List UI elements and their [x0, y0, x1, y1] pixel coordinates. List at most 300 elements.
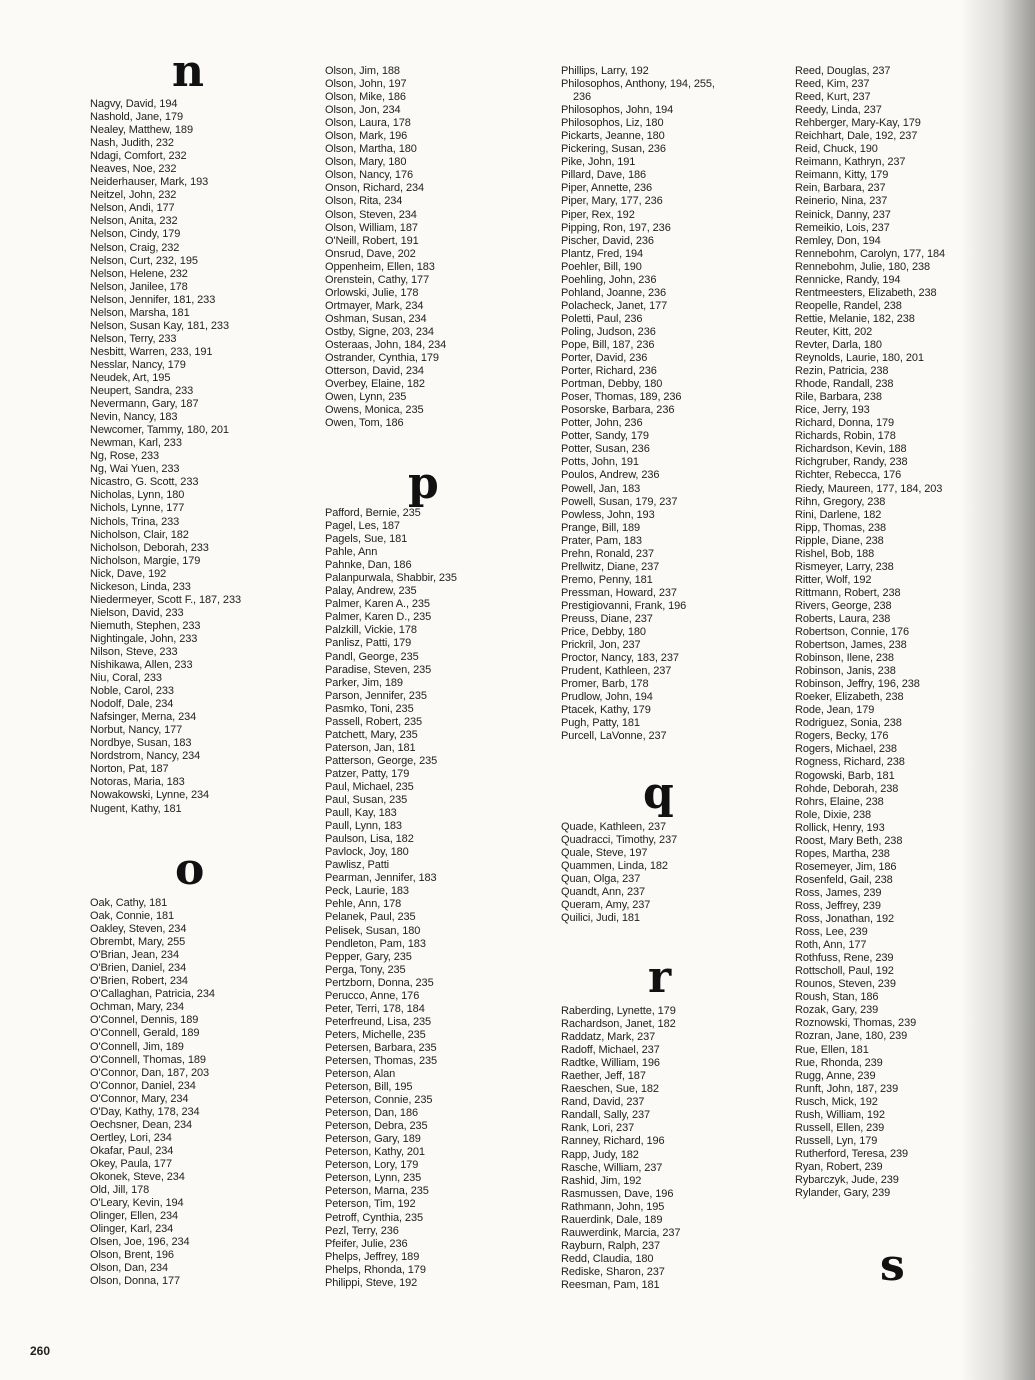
index-entry: Rothfuss, Rene, 239 [795, 952, 894, 965]
index-entry: Peterson, Debra, 235 [325, 1120, 428, 1133]
index-entry: Pipping, Ron, 197, 236 [561, 221, 671, 234]
index-entry: Prudent, Kathleen, 237 [561, 665, 672, 678]
index-entry: Pike, John, 191 [561, 156, 636, 169]
index-entry: Nelson, Marsha, 181 [90, 306, 190, 319]
index-entry: Rentmeesters, Elizabeth, 238 [795, 286, 937, 299]
index-entry: Norbut, Nancy, 177 [90, 724, 183, 737]
index-entry: Owen, Tom, 186 [325, 417, 404, 430]
index-entry: Richter, Rebecca, 176 [795, 469, 902, 482]
index-entry: Olsen, Joe, 196, 234 [90, 1236, 190, 1249]
index-entry: Rogers, Michael, 238 [795, 743, 897, 756]
index-entry: Nelson, Curt, 232, 195 [90, 254, 198, 267]
index-entry: Onson, Richard, 234 [325, 182, 424, 195]
index-entry: Pavlock, Joy, 180 [325, 846, 409, 859]
index-entry: Portman, Debby, 180 [561, 378, 663, 391]
index-list-r-continued [795, 65, 945, 1200]
index-entry: Nielson, David, 233 [90, 606, 184, 619]
index-entry: Newcomer, Tammy, 180, 201 [90, 424, 229, 437]
index-entry: Rein, Barbara, 237 [795, 182, 886, 195]
index-entry: O'Connor, Daniel, 234 [90, 1079, 196, 1092]
index-entry: Nelson, Andi, 177 [90, 202, 175, 215]
index-entry: Powell, Susan, 179, 237 [561, 495, 678, 508]
index-entry: Orenstein, Cathy, 177 [325, 273, 430, 286]
section-letter-r: r [648, 952, 672, 1003]
index-entry: Ripp, Thomas, 238 [795, 521, 887, 534]
index-entry: Phillips, Larry, 192 [561, 65, 649, 77]
index-entry: Pahle, Ann [325, 546, 378, 559]
index-entry: Prange, Bill, 189 [561, 521, 641, 534]
index-entry: Piper, Rex, 192 [561, 208, 635, 221]
index-entry: Noble, Carol, 233 [90, 685, 174, 698]
index-entry: Purcell, LaVonne, 237 [561, 730, 667, 743]
index-entry: Pagels, Sue, 181 [325, 533, 408, 546]
index-entry: Reinerio, Nina, 237 [795, 195, 888, 208]
index-entry: Nafsinger, Merna, 234 [90, 711, 197, 724]
index-entry: Rand, David, 237 [561, 1096, 645, 1109]
index-entry: O'Leary, Kevin, 194 [90, 1197, 184, 1210]
index-entry: O'Neill, Robert, 191 [325, 234, 419, 247]
index-entry: Rathmann, John, 195 [561, 1200, 665, 1213]
index-entry: Quale, Steve, 197 [561, 847, 648, 860]
index-entry: Riedy, Maureen, 177, 184, 203 [795, 482, 943, 495]
index-entry: Paull, Kay, 183 [325, 807, 397, 820]
index-entry: Pertzborn, Donna, 235 [325, 976, 434, 989]
index-entry: Rhode, Randall, 238 [795, 378, 894, 391]
index-entry: Queram, Amy, 237 [561, 899, 651, 912]
index-entry: Phelps, Rhonda, 179 [325, 1263, 426, 1276]
index-entry: Raddatz, Mark, 237 [561, 1031, 656, 1044]
index-entry: Radoff, Michael, 237 [561, 1044, 660, 1057]
index-entry: Nicholson, Margie, 179 [90, 554, 201, 567]
index-entry: Porter, David, 236 [561, 352, 648, 365]
index-entry: Reimann, Kathryn, 237 [795, 156, 906, 169]
index-entry: O'Callaghan, Patricia, 234 [90, 988, 215, 1001]
index-entry: Palay, Andrew, 235 [325, 585, 417, 598]
index-entry: Nicholas, Lynn, 180 [90, 489, 185, 502]
index-entry: Nelson, Anita, 232 [90, 215, 178, 228]
index-entry: Neupert, Sandra, 233 [90, 385, 194, 398]
index-entry: Prestigiovanni, Frank, 196 [561, 599, 687, 612]
index-entry: Nilson, Steve, 233 [90, 645, 178, 658]
index-entry: Patchett, Mary, 235 [325, 728, 418, 741]
index-entry: Ochman, Mary, 234 [90, 1001, 185, 1014]
index-entry: Raether, Jeff, 187 [561, 1070, 646, 1083]
index-entry: Pfeifer, Julie, 236 [325, 1237, 408, 1250]
index-entry: Rismeyer, Larry, 238 [795, 560, 894, 573]
index-entry: Piper, Annette, 236 [561, 182, 653, 195]
index-entry: Reichhart, Dale, 192, 237 [795, 130, 918, 143]
index-entry: Paul, Susan, 235 [325, 794, 408, 807]
index-entry: Rehberger, Mary-Kay, 179 [795, 117, 921, 130]
index-entry: 236 [573, 91, 592, 104]
index-entry: O'Connor, Mary, 234 [90, 1092, 189, 1105]
index-entry: Oak, Cathy, 181 [90, 897, 168, 909]
index-entry: Raeschen, Sue, 182 [561, 1083, 659, 1096]
index-entry: Ross, James, 239 [795, 886, 882, 899]
index-entry: Peterson, Connie, 235 [325, 1094, 433, 1107]
index-entry: Rittmann, Robert, 238 [795, 586, 901, 599]
index-entry: Neiderhauser, Mark, 193 [90, 176, 209, 189]
index-entry: Palmer, Karen D., 235 [325, 611, 432, 624]
index-entry: O'Brian, Jean, 234 [90, 949, 179, 962]
index-entry: Rush, William, 192 [795, 1108, 885, 1121]
index-entry: Rediske, Sharon, 237 [561, 1265, 665, 1278]
index-entry: Nugent, Kathy, 181 [90, 802, 182, 815]
index-entry: Role, Dixie, 238 [795, 808, 872, 821]
index-entry: Proctor, Nancy, 183, 237 [561, 652, 679, 665]
index-entry: Okafar, Paul, 234 [90, 1144, 174, 1157]
index-entry: Rozran, Jane, 180, 239 [795, 1030, 908, 1043]
index-entry: Nickeson, Linda, 233 [90, 580, 191, 593]
index-entry: Rasmussen, Dave, 196 [561, 1187, 674, 1200]
index-entry: Peterson, Marna, 235 [325, 1185, 429, 1198]
index-entry: Palanpurwala, Shabbir, 235 [325, 572, 457, 585]
index-entry: Olson, John, 197 [325, 78, 407, 91]
index-entry: Olson, Jim, 188 [325, 65, 400, 77]
index-entry: Reinick, Danny, 237 [795, 208, 891, 221]
section-letter-s: s [880, 1240, 905, 1291]
index-entry: Pearman, Jennifer, 183 [325, 872, 437, 885]
index-entry: Rohrs, Elaine, 238 [795, 795, 884, 808]
index-entry: Olson, Jon, 234 [325, 104, 401, 117]
index-entry: Porter, Richard, 236 [561, 365, 657, 378]
index-entry: Robinson, Jeffry, 196, 238 [795, 678, 920, 691]
index-entry: Pafford, Bernie, 235 [325, 507, 421, 519]
index-entry: Petroff, Cynthia, 235 [325, 1211, 423, 1224]
index-entry: Poehling, John, 236 [561, 273, 657, 286]
index-entry: Rylander, Gary, 239 [795, 1187, 891, 1200]
index-entry: Prehn, Ronald, 237 [561, 547, 654, 560]
index-entry: Poletti, Paul, 236 [561, 312, 643, 325]
index-entry: Olson, Mary, 180 [325, 156, 407, 169]
index-entry: Reimann, Kitty, 179 [795, 169, 889, 182]
index-entry: Perucco, Anne, 176 [325, 989, 420, 1002]
index-entry: Rennebohm, Julie, 180, 238 [795, 260, 930, 273]
index-entry: Rini, Darlene, 182 [795, 508, 882, 521]
index-entry: Oakley, Steven, 234 [90, 923, 187, 936]
index-entry: Roth, Ann, 177 [795, 939, 867, 952]
index-entry: Richards, Robin, 178 [795, 430, 896, 443]
index-entry: Nelson, Cindy, 179 [90, 228, 181, 241]
index-entry: Palmer, Karen A., 235 [325, 598, 430, 611]
index-entry: Polacheck, Janet, 177 [561, 299, 668, 312]
index-entry: Peterson, Lynn, 235 [325, 1172, 422, 1185]
index-entry: Philosophos, John, 194 [561, 104, 674, 117]
index-entry: Quilici, Judi, 181 [561, 912, 640, 925]
index-entry: Olinger, Karl, 234 [90, 1223, 174, 1236]
index-entry: Nelson, Helene, 232 [90, 267, 188, 280]
index-entry: Neitzel, John, 232 [90, 189, 177, 202]
index-entry: Nashold, Jane, 179 [90, 111, 183, 124]
index-entry: Rachardson, Janet, 182 [561, 1018, 676, 1031]
index-entry: Remeikio, Lois, 237 [795, 221, 890, 234]
index-entry: Prellwitz, Diane, 237 [561, 560, 660, 573]
index-entry: Nichols, Trina, 233 [90, 515, 180, 528]
index-entry: Rugg, Anne, 239 [795, 1069, 876, 1082]
index-entry: Prickril, Jon, 237 [561, 639, 641, 652]
index-entry: Rapp, Judy, 182 [561, 1148, 639, 1161]
index-entry: Olson, Mike, 186 [325, 91, 406, 104]
index-entry: Obrembt, Mary, 255 [90, 936, 186, 949]
index-entry: Russell, Ellen, 239 [795, 1121, 885, 1134]
index-entry: Philippi, Steve, 192 [325, 1276, 418, 1289]
index-entry: Pagel, Les, 187 [325, 520, 400, 533]
index-entry: Niedermeyer, Scott F., 187, 233 [90, 593, 241, 606]
index-entry: Rogness, Richard, 238 [795, 756, 905, 769]
page-number: 260 [30, 1344, 51, 1358]
index-entry: Potter, Sandy, 179 [561, 430, 649, 443]
index-entry: Rezin, Patricia, 238 [795, 365, 889, 378]
index-entry: Ng, Rose, 233 [90, 450, 160, 463]
index-entry: Ross, Lee, 239 [795, 926, 868, 939]
index-entry: Palzkill, Vickie, 178 [325, 624, 417, 637]
index-entry: Nodolf, Dale, 234 [90, 698, 174, 711]
index-entry: Paul, Michael, 235 [325, 780, 414, 793]
index-entry: Nevin, Nancy, 183 [90, 411, 178, 424]
index-entry: Olson, William, 187 [325, 221, 418, 234]
index-entry: O'Day, Kathy, 178, 234 [90, 1105, 200, 1118]
index-entry: Nicastro, G. Scott, 233 [90, 476, 199, 489]
index-entry: Peterson, Dan, 186 [325, 1107, 418, 1120]
index-entry: Ropes, Martha, 238 [795, 847, 890, 860]
index-entry: Parson, Jennifer, 235 [325, 689, 427, 702]
index-entry: Robinson, Janis, 238 [795, 665, 896, 678]
index-entry: Paulson, Lisa, 182 [325, 833, 414, 846]
index-entry: Pezl, Terry, 236 [325, 1224, 399, 1237]
index-entry: Rusch, Mick, 192 [795, 1095, 878, 1108]
index-entry: Old, Jill, 178 [90, 1184, 150, 1197]
index-entry: Peterson, Lory, 179 [325, 1159, 419, 1172]
index-entry: Olinger, Ellen, 234 [90, 1210, 178, 1223]
index-entry: Pahnke, Dan, 186 [325, 559, 412, 572]
index-entry: Quandt, Ann, 237 [561, 886, 646, 899]
index-entry: O'Connell, Gerald, 189 [90, 1027, 200, 1040]
index-entry: Phelps, Jeffrey, 189 [325, 1250, 420, 1263]
index-entry: Nagvy, David, 194 [90, 98, 178, 110]
index-entry: Olson, Martha, 180 [325, 143, 417, 156]
index-entry: Pelisek, Susan, 180 [325, 924, 421, 937]
index-entry: Rishel, Bob, 188 [795, 547, 875, 560]
index-entry: Philosophos, Anthony, 194, 255, [561, 78, 715, 91]
index-entry: Olson, Donna, 177 [90, 1275, 181, 1288]
index-entry: Pugh, Patty, 181 [561, 717, 640, 730]
index-entry: Orlowski, Julie, 178 [325, 286, 419, 299]
index-entry: Potter, Susan, 236 [561, 443, 650, 456]
index-entry: Rice, Jerry, 193 [795, 404, 870, 417]
index-entry: Pepper, Gary, 235 [325, 950, 412, 963]
index-entry: Roberts, Laura, 238 [795, 612, 891, 625]
index-entry: Nesslar, Nancy, 179 [90, 358, 186, 371]
index-entry: Olson, Mark, 196 [325, 130, 408, 143]
section-letter-q: q [643, 768, 674, 819]
index-entry: Pickering, Susan, 236 [561, 143, 666, 156]
index-entry: O'Connel, Dennis, 189 [90, 1014, 199, 1027]
index-entry: Ranney, Richard, 196 [561, 1135, 665, 1148]
index-entry: Notoras, Maria, 183 [90, 776, 185, 789]
index-entry: Petersen, Thomas, 235 [325, 1054, 438, 1067]
index-entry: Oak, Connie, 181 [90, 910, 175, 923]
index-entry: Oppenheim, Ellen, 183 [325, 260, 435, 273]
index-entry: Owens, Monica, 235 [325, 404, 424, 417]
index-entry: Rue, Ellen, 181 [795, 1043, 869, 1056]
index-entry: Reed, Kim, 237 [795, 78, 870, 91]
index-entry: Paterson, Jan, 181 [325, 741, 416, 754]
index-entry: Otterson, David, 234 [325, 365, 424, 378]
index-entry: Nevermann, Gary, 187 [90, 398, 199, 411]
index-entry: Rivers, George, 238 [795, 599, 892, 612]
index-list-o-continued [325, 65, 446, 430]
index-entry: Nick, Dave, 192 [90, 567, 167, 580]
index-entry: O'Connell, Thomas, 189 [90, 1053, 206, 1066]
index-entry: Pohland, Joanne, 236 [561, 286, 667, 299]
index-entry: Pope, Bill, 187, 236 [561, 338, 655, 351]
index-list-o [90, 897, 215, 1288]
index-entry: Rile, Barbara, 238 [795, 391, 882, 404]
index-entry: Rennicke, Randy, 194 [795, 273, 901, 286]
index-entry: Owen, Lynn, 235 [325, 391, 407, 404]
index-entry: Ndagi, Comfort, 232 [90, 150, 187, 163]
index-entry: Rasche, William, 237 [561, 1161, 663, 1174]
index-entry: Peterson, Bill, 195 [325, 1081, 413, 1094]
index-entry: Posorske, Barbara, 236 [561, 404, 675, 417]
index-list-p [325, 507, 457, 1290]
index-entry: Onsrud, Dave, 202 [325, 247, 416, 260]
index-entry: Reuter, Kitt, 202 [795, 325, 873, 338]
index-list-q [561, 821, 677, 925]
index-entry: Reed, Kurt, 237 [795, 91, 871, 104]
section-letter-p: p [408, 458, 439, 509]
index-entry: Rosemeyer, Jim, 186 [795, 860, 897, 873]
index-entry: Raberding, Lynette, 179 [561, 1005, 676, 1017]
index-entry: Pischer, David, 236 [561, 234, 654, 247]
index-entry: Newman, Karl, 233 [90, 437, 182, 450]
index-entry: Peterson, Gary, 189 [325, 1133, 421, 1146]
index-entry: Nelson, Craig, 232 [90, 241, 180, 254]
index-entry: O'Connell, Jim, 189 [90, 1040, 184, 1053]
index-entry: Oertley, Lori, 234 [90, 1131, 172, 1144]
index-entry: Rogowski, Barb, 181 [795, 769, 895, 782]
index-entry: Ptacek, Kathy, 179 [561, 704, 651, 717]
index-entry: Nightingale, John, 233 [90, 632, 198, 645]
index-entry: Quammen, Linda, 182 [561, 860, 668, 873]
index-entry: Pillard, Dave, 186 [561, 169, 647, 182]
index-entry: Niu, Coral, 233 [90, 672, 162, 685]
index-entry: Rogers, Becky, 176 [795, 730, 889, 743]
index-entry: Ostrander, Cynthia, 179 [325, 352, 439, 365]
index-entry: Olson, Steven, 234 [325, 208, 417, 221]
index-entry: O'Brien, Daniel, 234 [90, 962, 187, 975]
index-entry: Reynolds, Laurie, 180, 201 [795, 352, 924, 365]
index-entry: Patterson, George, 235 [325, 754, 438, 767]
index-entry: Rashid, Jim, 192 [561, 1174, 642, 1187]
index-entry: Rybarczyk, Jude, 239 [795, 1173, 899, 1186]
index-entry: Rayburn, Ralph, 237 [561, 1239, 660, 1252]
index-entry: Reesman, Pam, 181 [561, 1278, 660, 1291]
index-entry: Roush, Stan, 186 [795, 991, 879, 1004]
index-entry: Ortmayer, Mark, 234 [325, 299, 424, 312]
index-entry: Potts, John, 191 [561, 456, 639, 469]
index-entry: Rihn, Gregory, 238 [795, 495, 886, 508]
index-entry: Richardson, Kevin, 188 [795, 443, 907, 456]
index-entry: Nesbitt, Warren, 233, 191 [90, 345, 213, 358]
index-entry: Quade, Kathleen, 237 [561, 821, 667, 833]
index-entry: Quan, Olga, 237 [561, 873, 641, 886]
index-entry: Pickarts, Jeanne, 180 [561, 130, 665, 143]
index-entry: Russell, Lyn, 179 [795, 1134, 878, 1147]
index-entry: Peterfreund, Lisa, 235 [325, 1015, 432, 1028]
index-entry: Runft, John, 187, 239 [795, 1082, 899, 1095]
index-entry: Rennebohm, Carolyn, 177, 184 [795, 247, 946, 260]
index-entry: Nicholson, Deborah, 233 [90, 541, 209, 554]
index-entry: Rode, Jean, 179 [795, 704, 875, 717]
page-edge-shadow [960, 0, 1035, 1380]
index-entry: Ryan, Robert, 239 [795, 1160, 883, 1173]
index-entry: Price, Debby, 180 [561, 626, 646, 639]
index-entry: Olson, Laura, 178 [325, 117, 411, 130]
index-entry: Pehle, Ann, 178 [325, 898, 402, 911]
index-entry: Nordstrom, Nancy, 234 [90, 750, 201, 763]
index-entry: Reid, Chuck, 190 [795, 143, 878, 156]
index-entry: Parker, Jim, 189 [325, 676, 403, 689]
index-entry: Neudek, Art, 195 [90, 371, 171, 384]
index-entry: Perga, Tony, 235 [325, 963, 406, 976]
index-entry: Olson, Rita, 234 [325, 195, 403, 208]
index-entry: Nishikawa, Allen, 233 [90, 659, 193, 672]
index-entry: Rounos, Steven, 239 [795, 978, 896, 991]
index-entry: Passell, Robert, 235 [325, 715, 423, 728]
index-entry: O'Connor, Dan, 187, 203 [90, 1066, 210, 1079]
index-entry: Ross, Jeffrey, 239 [795, 900, 881, 912]
index-entry: Richgruber, Randy, 238 [795, 456, 908, 469]
index-entry: Osteraas, John, 184, 234 [325, 338, 447, 351]
index-entry: Rodriguez, Sonia, 238 [795, 717, 902, 730]
section-letter-o: o [175, 844, 205, 895]
index-entry: Pawlisz, Patti [325, 859, 390, 872]
index-entry: Okey, Paula, 177 [90, 1157, 172, 1170]
index-entry: Paradise, Steven, 235 [325, 663, 432, 676]
index-entry: Peter, Terri, 178, 184 [325, 1002, 425, 1015]
index-entry: Rottscholl, Paul, 192 [795, 965, 894, 978]
section-letter-n: n [172, 46, 204, 97]
index-entry: Pendleton, Pam, 183 [325, 937, 426, 950]
index-entry: Nelson, Terry, 233 [90, 332, 177, 345]
index-entry: Quadracci, Timothy, 237 [561, 834, 678, 847]
index-entry: Poling, Judson, 236 [561, 325, 656, 338]
index-entry: Niemuth, Stephen, 233 [90, 619, 201, 632]
index-entry: Rue, Rhonda, 239 [795, 1056, 883, 1069]
index-entry: Peck, Laurie, 183 [325, 885, 409, 898]
index-entry: Roznowski, Thomas, 239 [795, 1017, 917, 1030]
index-entry: Radtke, William, 196 [561, 1057, 660, 1070]
index-entry: Nelson, Jennifer, 181, 233 [90, 293, 216, 306]
index-entry: Rutherford, Teresa, 239 [795, 1147, 909, 1160]
index-entry: Rauerdink, Dale, 189 [561, 1213, 663, 1226]
index-entry: Nowakowski, Lynne, 234 [90, 789, 210, 802]
index-entry: Nichols, Lynne, 177 [90, 502, 185, 515]
index-entry: Ripple, Diane, 238 [795, 534, 884, 547]
index-entry: Reopelle, Randel, 238 [795, 299, 902, 312]
index-entry: Poulos, Andrew, 236 [561, 469, 660, 482]
index-entry: Robertson, Connie, 176 [795, 626, 909, 639]
index-entry: Norton, Pat, 187 [90, 763, 169, 776]
index-entry: Rollick, Henry, 193 [795, 821, 885, 834]
index-entry: Olson, Brent, 196 [90, 1249, 174, 1262]
index-entry: Okonek, Steve, 234 [90, 1170, 185, 1183]
index-entry: Paull, Lynn, 183 [325, 820, 402, 833]
index-entry: Oshman, Susan, 234 [325, 312, 427, 325]
index-entry: Overbey, Elaine, 182 [325, 378, 425, 391]
index-entry: Peterson, Alan [325, 1068, 396, 1081]
